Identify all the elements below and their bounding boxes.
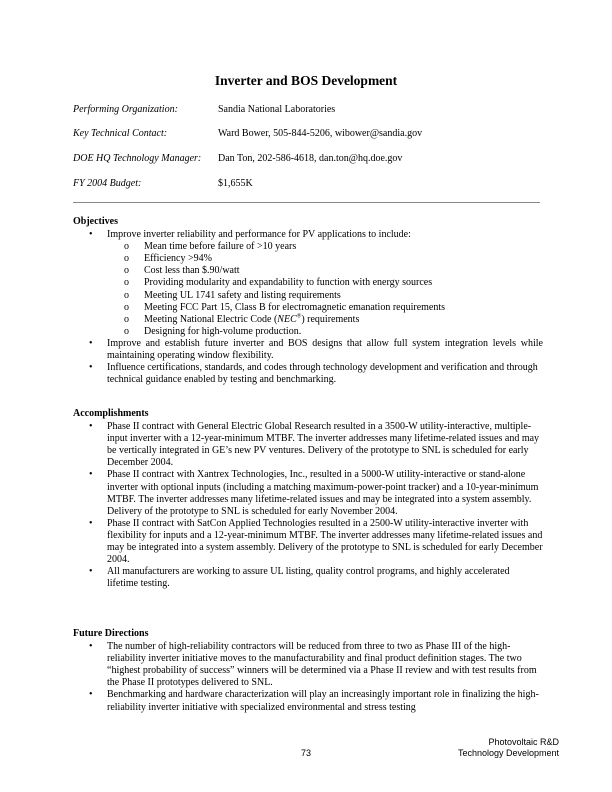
accomplishments-list — [73, 421, 543, 590]
future-directions-list — [73, 641, 543, 714]
list-item: • Phase II contract with Xantrex Technologies, Inc., resulted in a 5000-W utility-interactive or stand-alone inverter with optional inputs (including a matching maximum-power-point tracker) and a 10-year-minimum MTBF. The inverter addresses many lifetime-related issues and may be integrated into a system assembly. Delivery of the prototype to SNL is scheduled for early November 2004. — [73, 469, 543, 517]
list-item: • Improve and establish future inverter and BOS designs that allow full system integration levels while maintaining operating window flexibility. — [73, 338, 543, 362]
sublist-item: o Efficiency >94% — [107, 253, 543, 265]
meta-label: Performing Organization: — [73, 104, 178, 115]
sublist-item: o Mean time before failure of >10 years — [107, 241, 543, 253]
page-title: Inverter and BOS Development — [214, 73, 398, 88]
objectives-sublist — [107, 241, 543, 338]
list-item: • Influence certifications, standards, and codes through technology development and verification and through technical guidance enabled by testing and benchmarking. — [73, 362, 543, 386]
future-directions-section — [73, 628, 543, 714]
list-item: • The number of high-reliability contractors will be reduced from three to two as Phase III of the high-reliability inverter initiative moves to the manufacturability and final product definition stages. The two “highest probability of success” winners will be determined via a Phase II review and with test results from the Phase II prototypes delivered to SNL. — [73, 641, 543, 689]
sublist-item — [107, 314, 543, 326]
meta-performing-organization — [73, 104, 335, 116]
meta-budget — [73, 178, 253, 190]
list-item: • Phase II contract with SatCon Applied Technologies resulted in a 2500-W utility-interactive inverter with flexibility for inputs and a 12-year-minimum MTBF. The inverter addresses many lifetime-related issues and may be integrated into a system assembly. Delivery of the prototype to SNL is scheduled for early December 2004. — [73, 518, 543, 566]
list-item: • Benchmarking and hardware characterization will play an increasingly important role in finalizing the high-reliability inverter initiative with specialized environmental and stress testing — [73, 689, 543, 713]
list-item-text: Improve inverter reliability and performance for PV applications to include: — [107, 229, 411, 241]
sublist-item: o Cost less than $.90/watt — [107, 265, 543, 277]
list-item: • All manufacturers are working to assure UL listing, quality control programs, and highly accelerated lifetime testing. — [73, 566, 543, 590]
page-number: 73 — [300, 748, 311, 758]
section-heading: Future Directions — [73, 628, 149, 639]
registered-mark: ® — [296, 313, 302, 320]
meta-doe-technology-manager — [73, 153, 402, 165]
sublist-item: o Meeting UL 1741 safety and listing requirements — [107, 290, 543, 302]
meta-label: FY 2004 Budget: — [73, 178, 142, 189]
meta-value: Sandia National Laboratories — [218, 104, 336, 115]
accomplishments-section — [73, 408, 543, 590]
nec-abbreviation: NEC — [277, 313, 297, 325]
footer-line: Photovoltaic R&D — [488, 737, 559, 747]
footer-line: Technology Development — [457, 748, 559, 758]
divider — [73, 202, 540, 203]
objectives-section — [73, 216, 543, 386]
list-item: • Phase II contract with General Electric Global Research resulted in a 3500-W utility-interactive, multiple-input inverter with a 12-year-minimum MTBF. The inverter addresses many lifetime-related issues and may be vertically integrated in GE’s new PV ventures. Delivery of the prototype to SNL is scheduled for early December 2004. — [73, 421, 543, 469]
nec-suffix: ) requirements — [301, 313, 360, 325]
section-heading: Objectives — [73, 216, 118, 227]
sublist-item: o Providing modularity and expandability to function with energy sources — [107, 277, 543, 289]
meta-key-technical-contact — [73, 128, 422, 140]
meta-value: Dan Ton, 202-586-4618, dan.ton@hq.doe.gov — [218, 153, 403, 164]
meta-label: DOE HQ Technology Manager: — [73, 153, 202, 164]
list-item — [73, 229, 543, 338]
meta-value: Ward Bower, 505-844-5206, wibower@sandia.gov — [218, 128, 423, 139]
sublist-item: o Designing for high-volume production. — [107, 326, 543, 338]
meta-label: Key Technical Contact: — [73, 128, 168, 139]
objectives-list — [73, 229, 543, 386]
meta-value: $1,655K — [218, 178, 253, 189]
sublist-item: o Meeting FCC Part 15, Class B for electromagnetic emanation requirements — [107, 302, 543, 314]
section-heading: Accomplishments — [73, 408, 149, 419]
nec-prefix: Meeting National Electric Code ( — [144, 313, 278, 325]
footer-section-label — [458, 737, 559, 759]
